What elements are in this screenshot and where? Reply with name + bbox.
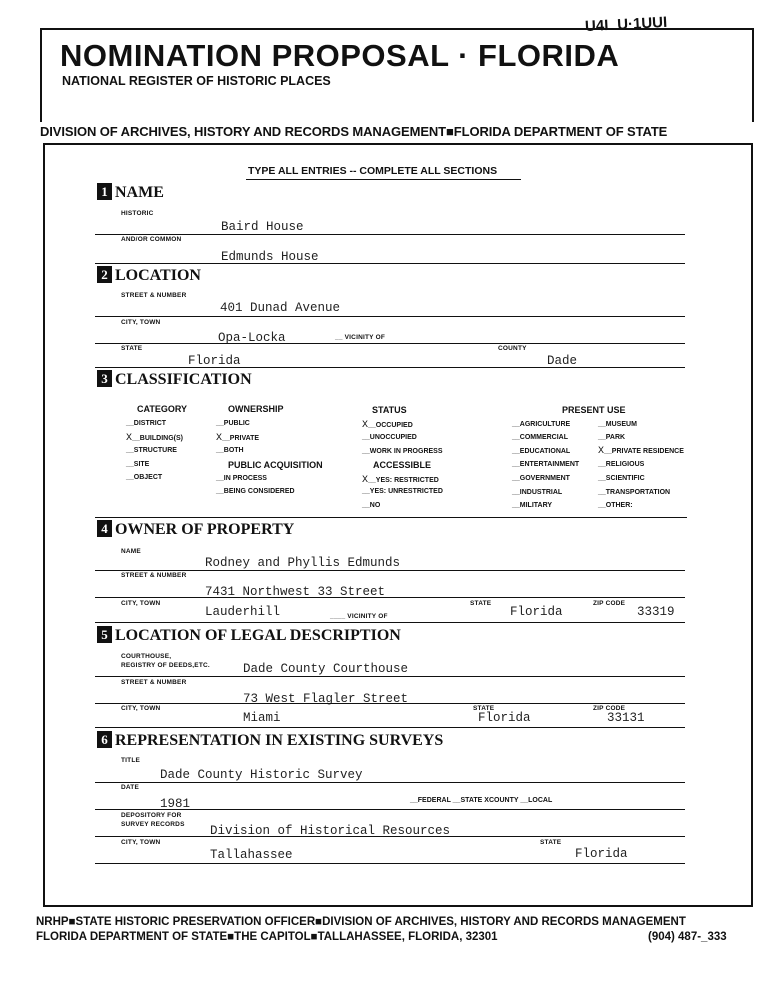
state-field[interactable]: Florida bbox=[188, 354, 241, 368]
depository-state-field[interactable]: Florida bbox=[575, 847, 628, 861]
instructions-underline bbox=[246, 179, 521, 180]
rule bbox=[95, 343, 685, 344]
legal-street-label: STREET & NUMBER bbox=[121, 679, 187, 686]
owner-state-field[interactable]: Florida bbox=[510, 605, 563, 619]
rule bbox=[95, 316, 685, 317]
category-option[interactable]: __OBJECT bbox=[126, 474, 163, 481]
rule bbox=[95, 367, 685, 368]
depository-city-field[interactable]: Tallahassee bbox=[210, 848, 293, 862]
legal-city-label: CITY, TOWN bbox=[121, 705, 161, 712]
rule bbox=[95, 727, 685, 728]
legal-state-label: STATE bbox=[473, 705, 495, 712]
present-use-option[interactable]: __OTHER: bbox=[598, 502, 633, 509]
survey-title-field[interactable]: Dade County Historic Survey bbox=[160, 768, 363, 782]
footer-agency-line: NRHP■STATE HISTORIC PRESERVATION OFFICER■DIVISION OF ARCHIVES, HISTORY AND RECORDS MANAGEMENT bbox=[36, 916, 686, 928]
owner-state-label: STATE bbox=[470, 600, 492, 607]
section-title: REPRESENTATION IN EXISTING SURVEYS bbox=[115, 732, 444, 749]
accessible-heading: ACCESSIBLE bbox=[373, 460, 432, 470]
status-option[interactable]: __WORK IN PROGRESS bbox=[362, 448, 443, 455]
rule bbox=[95, 517, 687, 518]
status-option-checked[interactable]: X__OCCUPIED bbox=[362, 420, 413, 431]
public-acquisition-option[interactable]: __IN PROCESS bbox=[216, 475, 267, 482]
legal-city-field[interactable]: Miami bbox=[243, 711, 281, 725]
status-heading: STATUS bbox=[372, 405, 407, 415]
section-title: OWNER OF PROPERTY bbox=[115, 521, 295, 538]
owner-vicinity-label: ____ VICINITY OF bbox=[330, 613, 388, 620]
ownership-option[interactable]: __PUBLIC bbox=[216, 420, 250, 427]
depository-city-label: CITY, TOWN bbox=[121, 839, 161, 846]
form-subtitle: NATIONAL REGISTER OF HISTORIC PLACES bbox=[62, 74, 331, 88]
rule bbox=[95, 622, 685, 623]
legal-street-field[interactable]: 73 West Flagler Street bbox=[243, 692, 409, 706]
city-label: CITY, TOWN bbox=[121, 319, 161, 326]
vicinity-label: __ VICINITY OF bbox=[335, 334, 386, 341]
rule bbox=[95, 234, 685, 235]
section-number: 4 bbox=[97, 520, 112, 537]
footer-address-line: FLORIDA DEPARTMENT OF STATE■THE CAPITOL■TALLAHASSEE, FLORIDA, 32301 bbox=[36, 931, 498, 943]
section-4-heading bbox=[97, 520, 294, 539]
historic-name-field[interactable]: Baird House bbox=[221, 220, 304, 234]
instructions: TYPE ALL ENTRIES -- COMPLETE ALL SECTIONS bbox=[248, 165, 498, 177]
section-6-heading bbox=[97, 731, 443, 750]
present-use-heading: PRESENT USE bbox=[562, 405, 626, 415]
present-use-option[interactable]: __MUSEUM bbox=[598, 421, 637, 428]
section-title: CLASSIFICATION bbox=[115, 371, 252, 388]
county-label: COUNTY bbox=[498, 345, 527, 352]
section-1-heading bbox=[97, 183, 164, 202]
depository-state-label: STATE bbox=[540, 839, 562, 846]
present-use-option[interactable]: __AGRICULTURE bbox=[512, 421, 571, 428]
city-field[interactable]: Opa-Locka bbox=[218, 331, 286, 345]
legal-zip-field[interactable]: 33131 bbox=[607, 711, 645, 725]
section-5-heading bbox=[97, 626, 401, 645]
accessible-option[interactable]: __YES: UNRESTRICTED bbox=[362, 488, 443, 495]
rule bbox=[95, 863, 685, 864]
present-use-option-checked[interactable]: X__PRIVATE RESIDENCE bbox=[598, 446, 684, 457]
section-title: LOCATION OF LEGAL DESCRIPTION bbox=[115, 627, 401, 644]
ownership-option[interactable]: __BOTH bbox=[216, 447, 244, 454]
courthouse-field[interactable]: Dade County Courthouse bbox=[243, 662, 409, 676]
legal-state-field[interactable]: Florida bbox=[478, 711, 531, 725]
section-number: 6 bbox=[97, 731, 112, 748]
status-option[interactable]: __UNOCCUPIED bbox=[362, 434, 417, 441]
rule bbox=[95, 836, 685, 837]
rule bbox=[95, 782, 685, 783]
division-banner: DIVISION OF ARCHIVES, HISTORY AND RECORDS MANAGEMENT■FLORIDA DEPARTMENT OF STATE bbox=[40, 124, 668, 139]
public-acquisition-heading: PUBLIC ACQUISITION bbox=[228, 460, 323, 470]
present-use-option[interactable]: __INDUSTRIAL bbox=[512, 489, 563, 496]
category-heading: CATEGORY bbox=[137, 404, 188, 414]
courthouse-label: COURTHOUSE, bbox=[121, 653, 172, 660]
rule bbox=[95, 597, 685, 598]
rule bbox=[95, 703, 685, 704]
section-title: NAME bbox=[115, 184, 164, 201]
present-use-option[interactable]: __TRANSPORTATION bbox=[598, 489, 671, 496]
present-use-option[interactable]: __MILITARY bbox=[512, 502, 553, 509]
section-number: 2 bbox=[97, 266, 112, 283]
state-label: STATE bbox=[121, 345, 143, 352]
section-2-heading bbox=[97, 266, 201, 285]
accessible-option[interactable]: __NO bbox=[362, 502, 381, 509]
survey-level-options[interactable]: __FEDERAL __STATE XCOUNTY __LOCAL bbox=[410, 797, 553, 804]
form-title: NOMINATION PROPOSAL · FLORIDA bbox=[60, 38, 620, 73]
depository-field[interactable]: Division of Historical Resources bbox=[210, 824, 451, 838]
owner-city-label: CITY, TOWN bbox=[121, 600, 161, 607]
rule bbox=[95, 676, 685, 677]
owner-street-label: STREET & NUMBER bbox=[121, 572, 187, 579]
footer-phone: (904) 487-_333 bbox=[648, 931, 727, 943]
owner-name-field[interactable]: Rodney and Phyllis Edmunds bbox=[205, 556, 401, 570]
section-number: 5 bbox=[97, 626, 112, 643]
registry-label: REGISTRY OF DEEDS,ETC. bbox=[121, 662, 210, 669]
corner-stamp: U4L U·1UUI bbox=[584, 13, 668, 36]
street-field[interactable]: 401 Dunad Avenue bbox=[220, 301, 341, 315]
common-name-label: AND/OR COMMON bbox=[121, 236, 182, 243]
present-use-option[interactable]: __EDUCATIONAL bbox=[512, 448, 571, 455]
public-acquisition-option[interactable]: __BEING CONSIDERED bbox=[216, 488, 295, 495]
present-use-option[interactable]: __RELIGIOUS bbox=[598, 461, 645, 468]
section-3-heading bbox=[97, 370, 252, 389]
survey-date-label: DATE bbox=[121, 784, 140, 791]
section-number: 1 bbox=[97, 183, 112, 200]
rule bbox=[95, 809, 685, 810]
ownership-option-checked[interactable]: X__PRIVATE bbox=[216, 433, 260, 444]
common-name-field[interactable]: Edmunds House bbox=[221, 250, 319, 264]
depository-label: DEPOSITORY FOR bbox=[121, 812, 182, 819]
county-field[interactable]: Dade bbox=[547, 354, 578, 368]
survey-date-field[interactable]: 1981 bbox=[160, 797, 191, 811]
present-use-option[interactable]: __ENTERTAINMENT bbox=[512, 461, 580, 468]
street-label: STREET & NUMBER bbox=[121, 292, 187, 299]
category-option[interactable]: __STRUCTURE bbox=[126, 447, 177, 454]
section-number: 3 bbox=[97, 370, 112, 387]
owner-zip-label: ZIP CODE bbox=[593, 600, 626, 607]
present-use-option[interactable]: __GOVERNMENT bbox=[512, 475, 570, 482]
owner-zip-field[interactable]: 33319 bbox=[637, 605, 675, 619]
section-title: LOCATION bbox=[115, 267, 201, 284]
owner-city-field[interactable]: Lauderhill bbox=[205, 605, 281, 619]
rule bbox=[95, 570, 685, 571]
owner-street-field[interactable]: 7431 Northwest 33 Street bbox=[205, 585, 386, 599]
category-option[interactable]: __SITE bbox=[126, 461, 150, 468]
present-use-option[interactable]: __COMMERCIAL bbox=[512, 434, 569, 441]
rule bbox=[95, 263, 685, 264]
category-option[interactable]: __DISTRICT bbox=[126, 420, 167, 427]
category-option-checked[interactable]: X__BUILDING(S) bbox=[126, 433, 183, 444]
ownership-heading: OWNERSHIP bbox=[228, 404, 284, 414]
present-use-option[interactable]: __PARK bbox=[598, 434, 626, 441]
accessible-option-checked[interactable]: X__YES: RESTRICTED bbox=[362, 475, 439, 486]
present-use-option[interactable]: __SCIENTIFIC bbox=[598, 475, 645, 482]
historic-label: HISTORIC bbox=[121, 210, 154, 217]
owner-name-label: NAME bbox=[121, 548, 141, 555]
legal-zip-label: ZIP CODE bbox=[593, 705, 626, 712]
survey-title-label: TITLE bbox=[121, 757, 141, 764]
survey-records-label: SURVEY RECORDS bbox=[121, 821, 185, 828]
